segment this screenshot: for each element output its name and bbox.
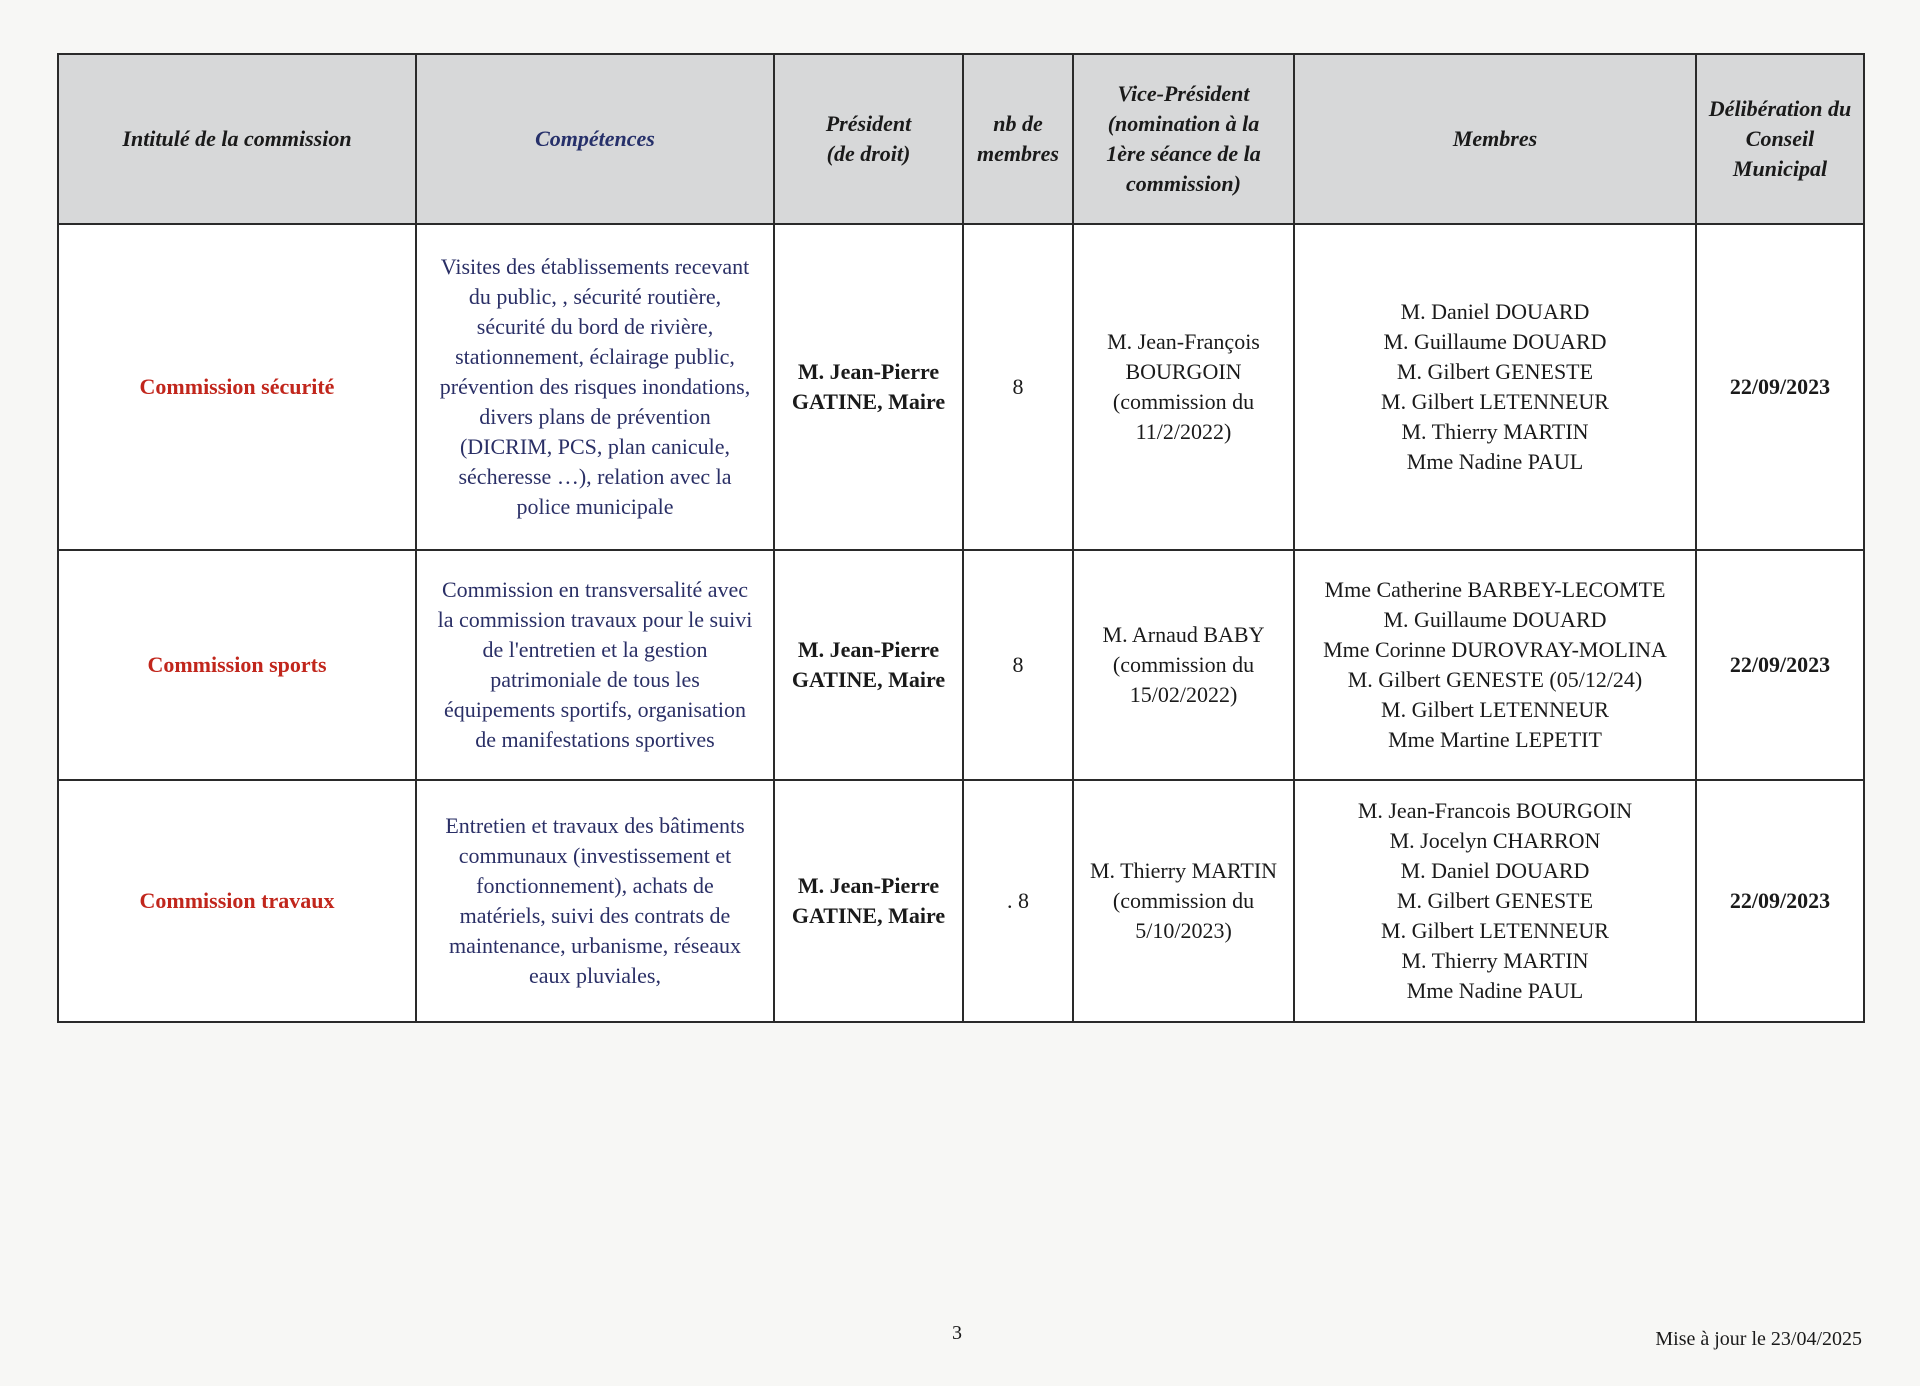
table-row: [58, 550, 1864, 780]
commission-nb-membres: . 8: [963, 780, 1073, 1022]
member-item: Mme Martine LEPETIT: [1388, 727, 1602, 752]
competence-line: (DICRIM, PCS, plan canicule,: [459, 434, 731, 459]
header-nb-line: nb de: [993, 111, 1043, 136]
commission-president: [774, 780, 963, 1022]
commission-name: Commission sports: [58, 550, 416, 780]
commission-president: [774, 224, 963, 550]
member-item: M. Thierry MARTIN: [1401, 419, 1589, 444]
competence-line: sécurité du bord de rivière,: [476, 314, 714, 339]
vice-line: 5/10/2023): [1135, 918, 1232, 943]
commission-vice-president: [1073, 550, 1294, 780]
member-item: M. Jocelyn CHARRON: [1389, 828, 1601, 853]
commission-vice-president: [1073, 780, 1294, 1022]
competence-line: divers plans de prévention: [479, 404, 711, 429]
president-line: M. Jean-Pierre: [797, 873, 940, 898]
competence-line: maintenance, urbanisme, réseaux: [449, 933, 741, 958]
competence-line: Entretien et travaux des bâtiments: [445, 813, 745, 838]
update-date: Mise à jour le 23/04/2025: [1655, 1328, 1862, 1350]
commission-vice-president: [1073, 224, 1294, 550]
commission-president: [774, 550, 963, 780]
header-vice-president: [1073, 54, 1294, 224]
member-item: M. Gilbert GENESTE: [1396, 359, 1594, 384]
competence-line: eaux pluviales,: [529, 963, 661, 988]
commission-members: [1294, 780, 1696, 1022]
page-number: 3: [952, 1322, 962, 1344]
vice-line: 11/2/2022): [1135, 419, 1232, 444]
header-nb-membres: [963, 54, 1073, 224]
competence-line: stationnement, éclairage public,: [455, 344, 735, 369]
competence-line: du public, , sécurité routière,: [468, 284, 722, 309]
competence-line: Visites des établissements recevant: [440, 254, 750, 279]
competence-line: matériels, suivi des contrats de: [459, 903, 731, 928]
header-deliberation: [1696, 54, 1864, 224]
competence-line: la commission travaux pour le suivi: [437, 607, 753, 632]
header-vice-line: 1ère séance de la: [1106, 141, 1261, 166]
competence-line: prévention des risques inondations,: [439, 374, 751, 399]
commission-nb-membres: 8: [963, 550, 1073, 780]
header-competences-text: Compétences: [535, 126, 655, 151]
commission-competences: [416, 550, 774, 780]
header-competences: [416, 54, 774, 224]
header-intitule: [58, 54, 416, 224]
header-vice-line: commission): [1126, 171, 1241, 196]
table-row: [58, 224, 1864, 550]
header-deliberation-line: Délibération du: [1708, 96, 1852, 121]
vice-line: 15/02/2022): [1129, 682, 1238, 707]
member-item: M. Gilbert GENESTE: [1396, 888, 1594, 913]
member-item: Mme Corinne DUROVRAY-MOLINA: [1323, 637, 1667, 662]
commission-members: [1294, 550, 1696, 780]
vice-line: BOURGOIN: [1125, 359, 1242, 384]
header-president: [774, 54, 963, 224]
member-item: M. Gilbert LETENNEUR: [1381, 697, 1609, 722]
vice-line: M. Jean-François: [1107, 329, 1260, 354]
competence-line: équipements sportifs, organisation: [443, 697, 747, 722]
competence-line: de l'entretien et la gestion: [482, 637, 708, 662]
member-item: M. Gilbert LETENNEUR: [1381, 918, 1609, 943]
member-item: M. Daniel DOUARD: [1400, 858, 1590, 883]
vice-line: (commission du: [1112, 652, 1255, 677]
competence-line: patrimoniale de tous les: [490, 667, 700, 692]
member-item: M. Daniel DOUARD: [1400, 299, 1590, 324]
header-president-line: (de droit): [826, 141, 911, 166]
commission-members: [1294, 224, 1696, 550]
commission-deliberation-date: 22/09/2023: [1696, 780, 1864, 1022]
commissions-table: [57, 53, 1865, 1023]
competence-line: fonctionnement), achats de: [476, 873, 714, 898]
president-line: GATINE, Maire: [791, 389, 946, 414]
header-deliberation-line: Municipal: [1732, 156, 1828, 181]
member-item: M. Gilbert GENESTE (05/12/24): [1347, 667, 1643, 692]
competence-line: de manifestations sportives: [475, 727, 715, 752]
vice-line: M. Arnaud BABY: [1102, 622, 1265, 647]
header-president-line: Président: [825, 111, 912, 136]
competence-line: sécheresse …), relation avec la: [458, 464, 732, 489]
header-membres: [1294, 54, 1696, 224]
competence-line: communaux (investissement et: [458, 843, 732, 868]
header-nb-line: membres: [977, 141, 1059, 166]
commission-competences: [416, 780, 774, 1022]
commission-deliberation-date: 22/09/2023: [1696, 224, 1864, 550]
vice-line: (commission du: [1112, 389, 1255, 414]
header-deliberation-line: Conseil: [1745, 126, 1815, 151]
member-item: M. Jean-Francois BOURGOIN: [1357, 798, 1633, 823]
vice-line: (commission du: [1112, 888, 1255, 913]
member-item: M. Gilbert LETENNEUR: [1381, 389, 1609, 414]
competence-line: Commission en transversalité avec: [441, 577, 749, 602]
commission-competences: [416, 224, 774, 550]
header-intitule-text: Intitulé de la commission: [122, 126, 352, 151]
commission-name: Commission sécurité: [58, 224, 416, 550]
member-item: Mme Catherine BARBEY-LECOMTE: [1324, 577, 1666, 602]
member-item: M. Thierry MARTIN: [1401, 948, 1589, 973]
header-vice-line: Vice-Président: [1117, 81, 1250, 106]
member-item: Mme Nadine PAUL: [1406, 449, 1584, 474]
header-row: [58, 54, 1864, 224]
member-item: Mme Nadine PAUL: [1406, 978, 1584, 1003]
president-line: M. Jean-Pierre: [797, 359, 940, 384]
competence-line: police municipale: [516, 494, 674, 519]
president-line: GATINE, Maire: [791, 903, 946, 928]
member-item: M. Guillaume DOUARD: [1383, 329, 1607, 354]
commission-deliberation-date: 22/09/2023: [1696, 550, 1864, 780]
table-row: [58, 780, 1864, 1022]
member-item: M. Guillaume DOUARD: [1383, 607, 1607, 632]
commission-nb-membres: 8: [963, 224, 1073, 550]
president-line: M. Jean-Pierre: [797, 637, 940, 662]
vice-line: M. Thierry MARTIN: [1089, 858, 1278, 883]
president-line: GATINE, Maire: [791, 667, 946, 692]
header-membres-text: Membres: [1452, 126, 1538, 151]
header-vice-line: (nomination à la: [1107, 111, 1260, 136]
commission-name: Commission travaux: [58, 780, 416, 1022]
